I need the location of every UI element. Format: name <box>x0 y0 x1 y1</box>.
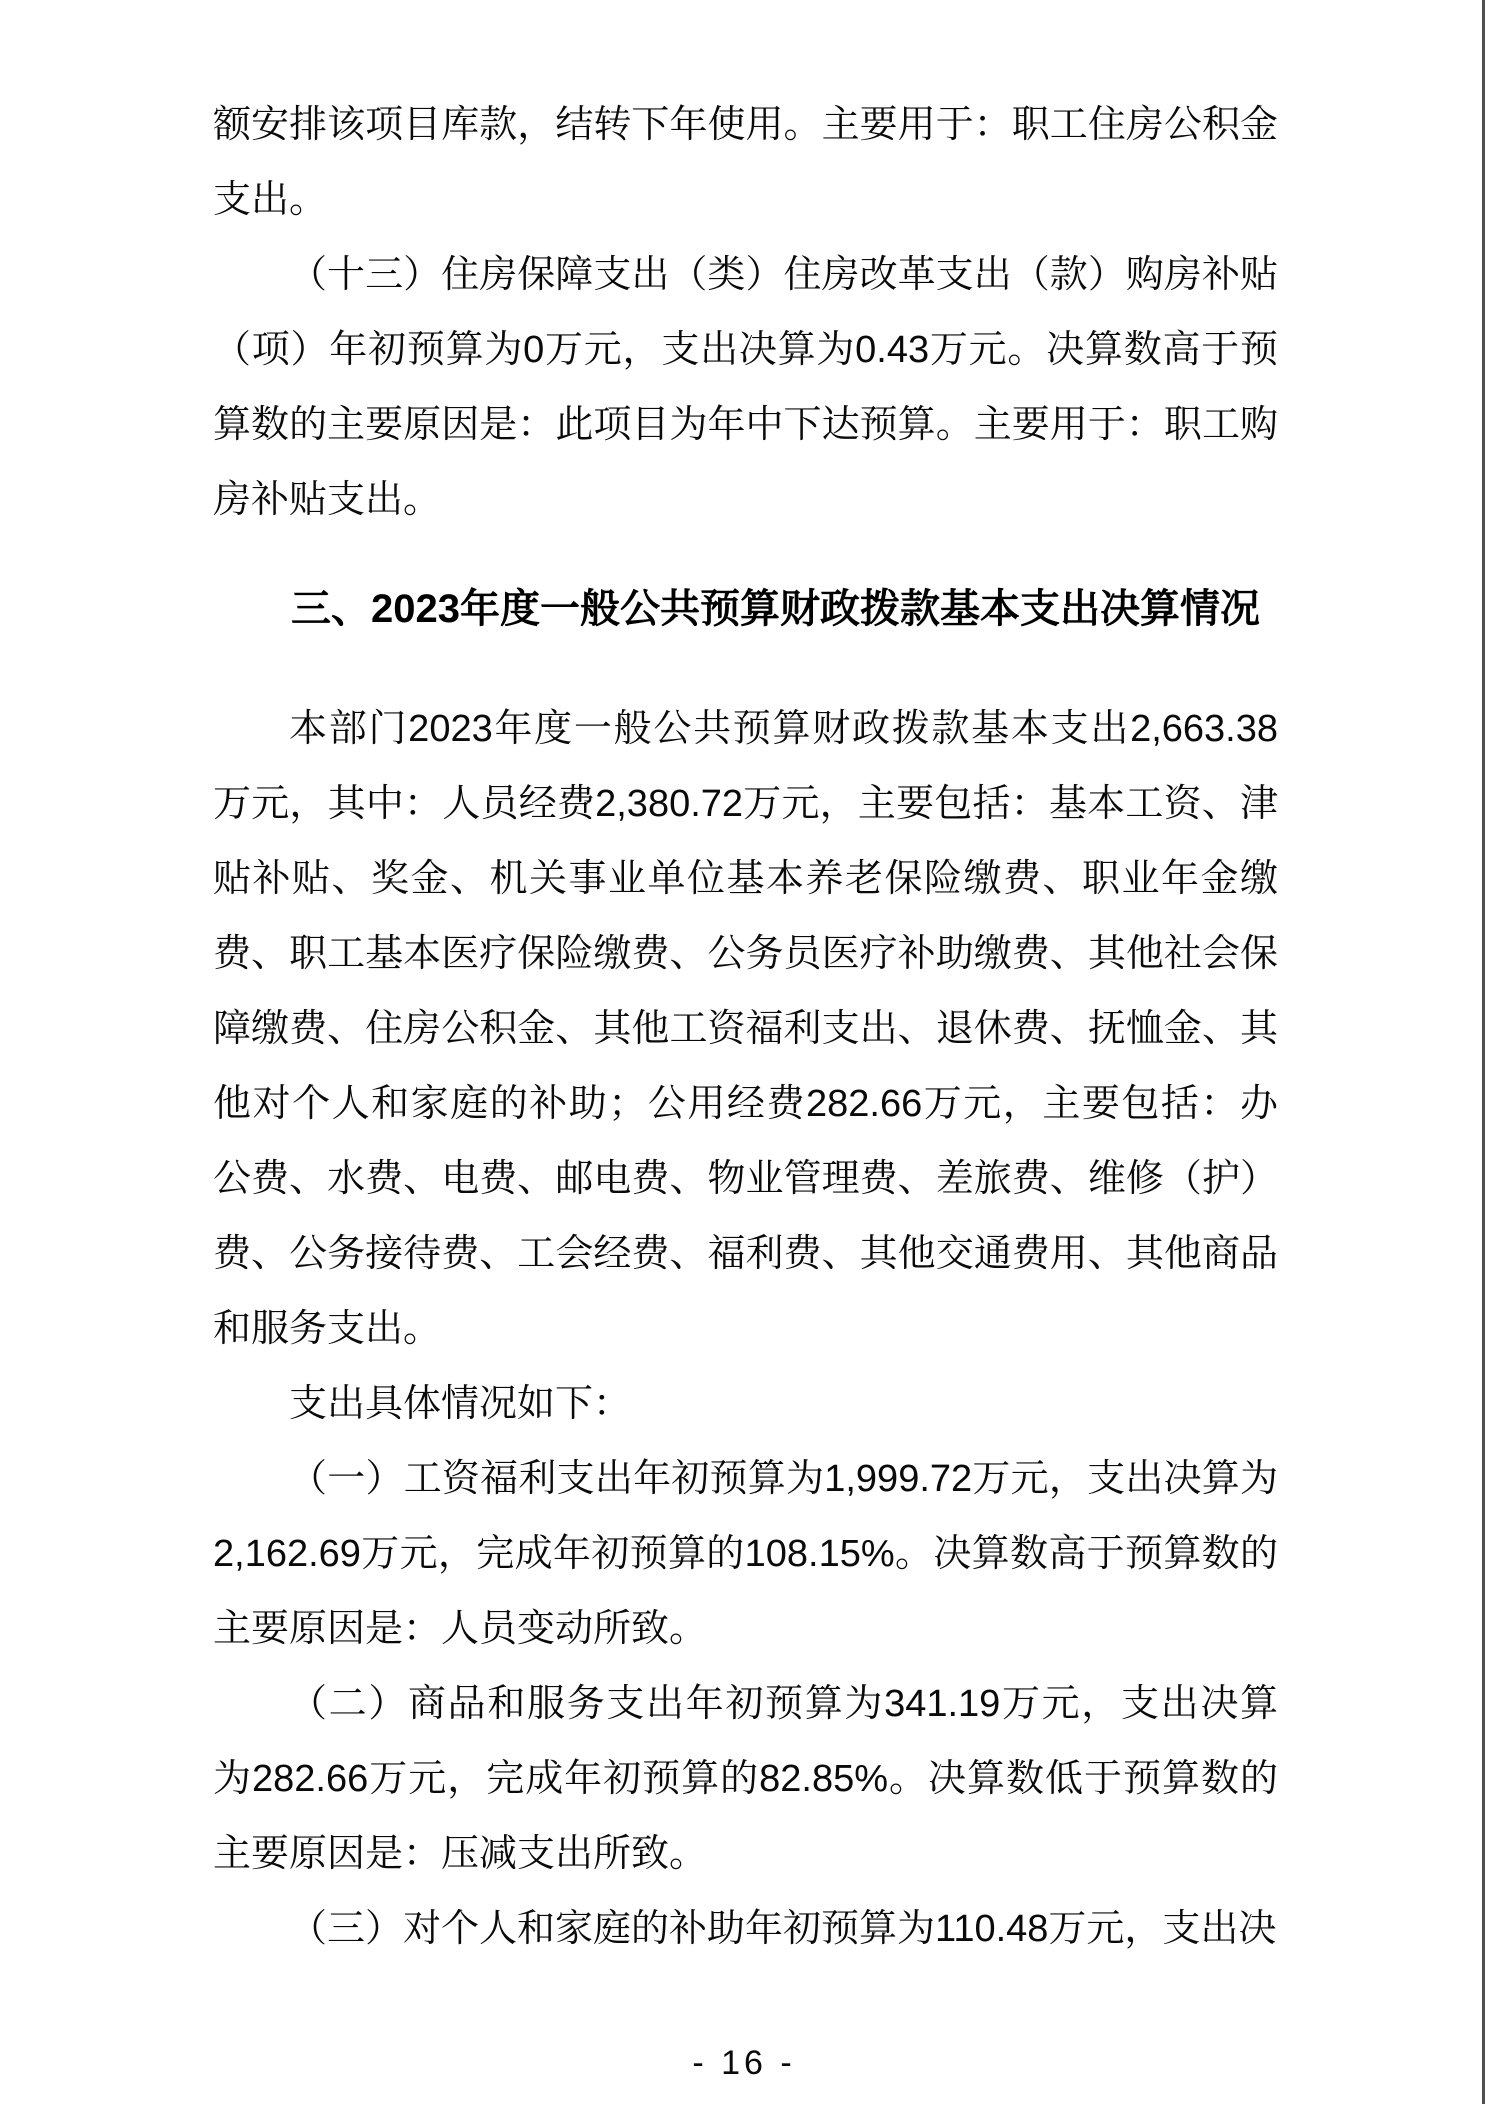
paragraph: 支出具体情况如下： <box>289 1383 632 1425</box>
scan-edge-line <box>1482 0 1485 2104</box>
paragraph: 本部门2023年度一般公共预算财政拨款基本支出2,663.38万元，其中：人员经费2,380.72万元，主要包括：基本工资、津贴补贴、奖金、机关事业单位基本养老保险缴费、职业年金缴费、职工基本医疗保险缴费、公务员医疗补助缴费、其他社会保障缴费、住房公积金、其他工资福利支出、退休费、抚恤金、其他对个人和家庭的补助；公用经费282.66万元，主要包括：办公费、水费、电费、邮电费、物业管理费、差旅费、维修（护）费、公务接待费、工会经费、福利费、其他交通费用、其他商品和服务支出。 <box>213 708 1278 1350</box>
paragraph: （十三）住房保障支出（类）住房改革支出（款）购房补贴（项）年初预算为0万元，支出决算为0.43万元。决算数高于预算数的主要原因是：此项目为年中下达预算。主要用于：职工购房补贴支出。 <box>213 254 1278 521</box>
section-heading: 三、2023年度一般公共预算财政拨款基本支出决算情况 <box>291 587 1260 631</box>
paragraph: （二）商品和服务支出年初预算为341.19万元，支出决算为282.66万元，完成年初预算的82.85%。决算数低于预算数的主要原因是：压减支出所致。 <box>213 1683 1278 1875</box>
paragraph: （三）对个人和家庭的补助年初预算为110.48万元，支出决 <box>289 1908 1277 1950</box>
paragraph: （一）工资福利支出年初预算为1,999.72万元，支出决算为2,162.69万元，完成年初预算的108.15%。决算数高于预算数的主要原因是：人员变动所致。 <box>213 1458 1278 1650</box>
page-number: - 16 - <box>692 2044 796 2082</box>
paragraph: 额安排该项目库款，结转下年使用。主要用于：职工住房公积金支出。 <box>213 104 1278 221</box>
content <box>213 88 1278 1967</box>
